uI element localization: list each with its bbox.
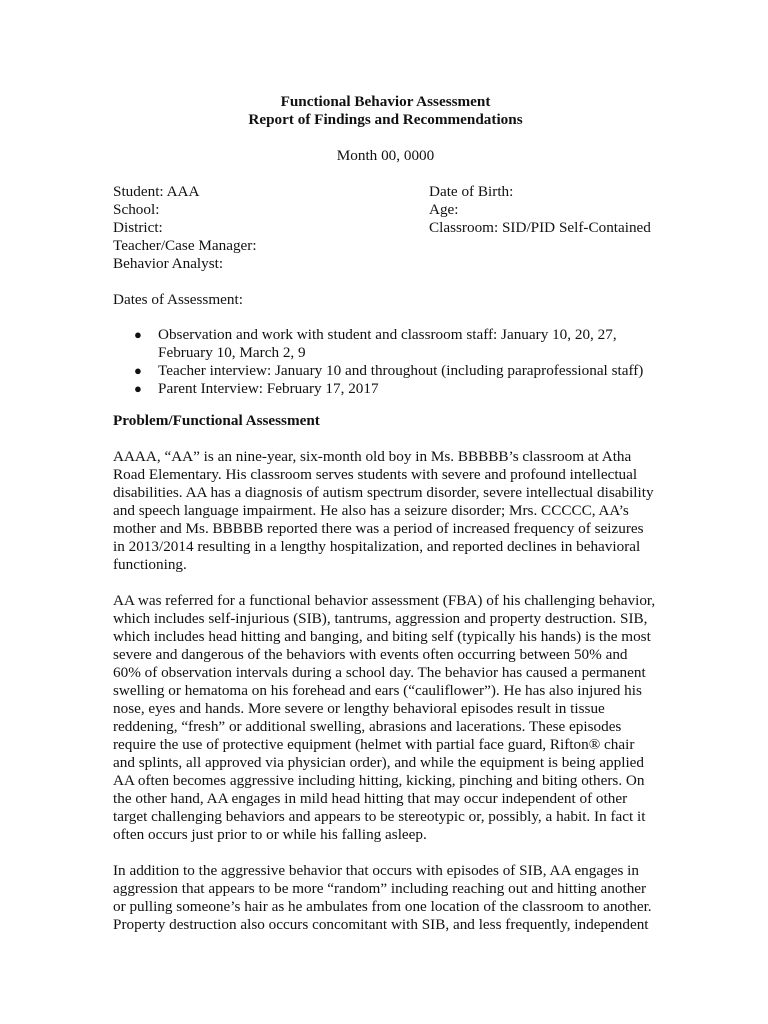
list-item-text: Parent Interview: February 17, 2017 xyxy=(158,380,379,397)
list-item xyxy=(113,362,658,380)
student-field: Student: AAA xyxy=(113,183,200,200)
paragraph: AA was referred for a functional behavior assessment (FBA) of his challenging behavior, which includes self-injurious (SIB), tantrums, aggression and property destruction. SIB, which includes head hitting and banging, and biting self (typically his hands) is the most severe and dangerous of the behaviors with events often occurring between 50% and 60% of observation intervals during a school day. The behavior has caused a permanent swelling or hematoma on his forehead and ears (“cauliflower”). He has also injured his nose, eyes and hands. More severe or lengthy behavioral episodes result in tissue reddening, “fresh” or additional swelling, abrasions and lacerations. These episodes require the use of protective equipment (helmet with partial face guard, Rifton® chair and splints, all approved via physician order), and while the equipment is being applied AA often becomes aggressive including hitting, kicking, pinching and biting others. On the other hand, AA engages in mild head hitting that may occur independent of other target challenging behaviors and appears to be stereotypic or, possibly, a habit. In fact it often occurs just prior to or while his falling asleep. xyxy=(113,592,656,843)
document-subtitle: Report of Findings and Recommendations xyxy=(248,111,523,128)
student-info-left xyxy=(113,183,413,273)
bullet-icon: ● xyxy=(134,327,142,342)
classroom-field: Classroom: SID/PID Self-Contained xyxy=(429,219,651,236)
school-field: School: xyxy=(113,201,160,218)
list-item-text: Observation and work with student and classroom staff: January 10, 20, 27, February 10, March 2, 9 xyxy=(158,326,617,361)
list-item xyxy=(113,326,658,362)
document-title: Functional Behavior Assessment xyxy=(280,93,491,110)
list-item xyxy=(113,380,658,398)
paragraph: AAAA, “AA” is an nine-year, six-month old boy in Ms. BBBBB’s classroom at Atha Road Elementary. His classroom serves students with severe and profound intellectual disabilities. AA has a diagnosis of autism spectrum disorder, severe intellectual disability and speech language impairment. He also has a seizure disorder; Mrs. CCCCC, AA’s mother and Ms. BBBBB reported there was a period of increased frequency of seizures in 2013/2014 resulting in a lengthy hospitalization, and reported declines in behavioral functioning. xyxy=(113,448,654,573)
district-field: District: xyxy=(113,219,163,236)
report-date: Month 00, 0000 xyxy=(336,147,435,164)
teacher-field: Teacher/Case Manager: xyxy=(113,237,257,254)
assessment-dates-list xyxy=(113,326,658,398)
bullet-icon: ● xyxy=(134,381,142,396)
document-page xyxy=(113,93,658,934)
dates-of-assessment-heading: Dates of Assessment: xyxy=(113,291,243,308)
behavior-analyst-field: Behavior Analyst: xyxy=(113,255,224,272)
section-heading: Problem/Functional Assessment xyxy=(113,412,320,429)
age-field: Age: xyxy=(429,201,459,218)
list-item-text: Teacher interview: January 10 and throughout (including paraprofessional staff) xyxy=(158,362,644,379)
paragraph: In addition to the aggressive behavior that occurs with episodes of SIB, AA engages in aggression that appears to be more “random” including reaching out and hitting another or pulling someone’s hair as he ambulates from one location of the classroom to another. Property destruction also occurs concomitant with SIB, and less frequently, independent xyxy=(113,862,652,933)
student-info-block xyxy=(113,183,658,273)
bullet-icon: ● xyxy=(134,363,142,378)
student-info-right xyxy=(429,183,669,237)
date-of-birth-field: Date of Birth: xyxy=(429,183,514,200)
